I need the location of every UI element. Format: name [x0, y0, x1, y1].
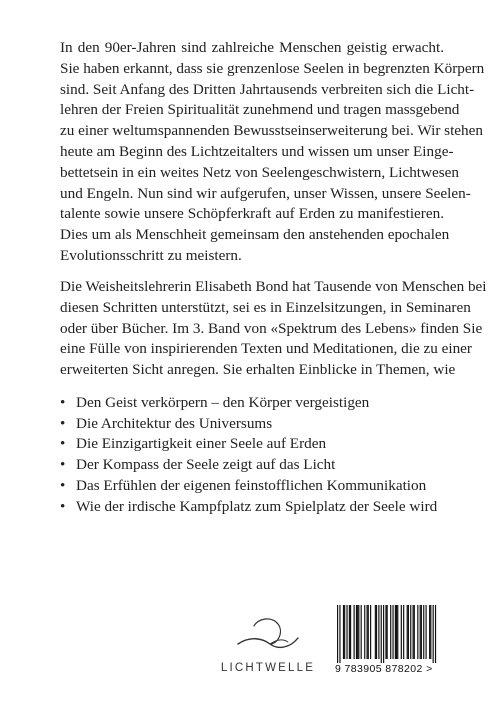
intro-line: talente sowie unsere Schöpferkraft auf Erden zu manifestieren. [60, 205, 444, 223]
barcode-bar [429, 605, 430, 659]
intro-line: heute am Beginn des Lichtzeitalters und wissen um unser Einge- [60, 142, 454, 160]
barcode-bar [349, 605, 350, 659]
barcode-bar [407, 605, 408, 659]
isbn-digits [335, 663, 445, 675]
barcode-bar [375, 605, 376, 659]
topic-text: Die Architektur des Universums [76, 414, 273, 432]
barcode-bar [414, 605, 415, 659]
barcode-bar [339, 605, 340, 663]
intro-line: Evolutionsschritt zu meistern. [60, 246, 242, 264]
barcode-bar [408, 605, 409, 659]
author-line: eine Fülle von inspirierenden Texten und Meditationen, die zu einer [60, 340, 472, 358]
intro-line: lehren der Freien Spiritualität zunehmend und tragen massgebend [60, 101, 460, 119]
barcode-bar [370, 605, 371, 659]
topic-text: Das Erfühlen der eigenen feinstofflichen Kommunikation [76, 476, 427, 494]
isbn-barcode [335, 603, 445, 677]
barcode-bar [401, 605, 402, 659]
list-item [60, 414, 450, 435]
intro-line: zu einer weltumspannenden Bewusstseinserweiterung bei. Wir stehen [60, 122, 483, 140]
topic-text: Die Einzigartigkeit einer Seele auf Erden [76, 435, 327, 453]
barcode-bar [392, 605, 393, 659]
author-line: oder über Bücher. Im 3. Band von «Spektrum des Lebens» finden Sie [60, 319, 483, 337]
barcode-bar [337, 605, 338, 663]
barcode-marker: > [426, 663, 433, 675]
bullet-icon: • [60, 414, 66, 432]
intro-line: sind. Seit Anfang des Dritten Jahrtausends verbreiten sich die Licht- [60, 80, 475, 98]
barcode-bar [367, 605, 368, 659]
barcode-bar [344, 605, 345, 659]
topic-text: Wie der irdische Kampfplatz zum Spielplatz der Seele wird [76, 497, 438, 515]
intro-line: bettetsein in ein weites Netz von Seelengeschwistern, Lichtwesen [60, 163, 459, 181]
barcode-bar [421, 605, 422, 659]
barcode-bar [390, 605, 391, 659]
author-line: erweiterten Sicht anregen. Sie erhalten Einblicke in Themen, wie [60, 361, 456, 379]
barcode-bar [368, 605, 369, 659]
barcode-bar [376, 605, 377, 659]
barcode-bars [335, 603, 445, 663]
list-item [60, 393, 450, 414]
barcode-bar [426, 605, 427, 659]
bullet-icon: • [60, 435, 66, 453]
author-paragraph [60, 277, 487, 381]
topic-text: Den Geist verkörpern – den Körper vergeistigen [76, 394, 370, 411]
intro-line: Sie haben erkannt, dass sie grenzenlose Seelen in begrenzten Körpern [60, 59, 485, 77]
barcode-bar [417, 605, 418, 659]
barcode-bar [378, 605, 379, 659]
publisher-name: LICHTWELLE [220, 662, 316, 674]
list-item [60, 434, 450, 455]
barcode-bar [433, 605, 434, 663]
bullet-icon: • [60, 476, 66, 494]
barcode-bar [356, 605, 357, 659]
topic-text: Der Kompass der Seele zeigt auf das Licht [76, 456, 336, 474]
barcode-bar [358, 605, 359, 659]
wave-logo-icon [232, 614, 304, 660]
list-item [60, 455, 450, 476]
intro-line: In den 90er-Jahren sind zahlreiche Menschen geistig erwacht. [60, 39, 444, 56]
barcode-bar [435, 605, 436, 663]
isbn-number: 9 783905 878202 [335, 663, 423, 675]
barcode-bar [397, 605, 398, 659]
intro-line: und Engeln. Nun sind wir aufgerufen, unser Wissen, unsere Seelen- [60, 184, 471, 202]
topic-list [60, 393, 450, 517]
author-line: diesen Schritten unterstützt, sei es in Einzelsitzungen, in Seminaren [60, 298, 471, 316]
barcode-bar [395, 605, 396, 659]
barcode-bar [350, 605, 351, 659]
bullet-icon: • [60, 394, 66, 411]
barcode-bar [423, 605, 424, 659]
publisher-logo [218, 614, 318, 684]
barcode-bar [430, 605, 431, 659]
barcode-bar [387, 605, 388, 659]
author-line: Die Weisheitslehrerin Elisabeth Bond hat Tausende von Menschen bei [60, 278, 487, 295]
bullet-icon: • [60, 497, 66, 515]
barcode-bar [410, 605, 411, 659]
barcode-bar [420, 605, 421, 659]
list-item [60, 497, 450, 518]
barcode-bar [396, 605, 397, 659]
barcode-bar [361, 605, 362, 659]
barcode-bar [354, 605, 355, 659]
intro-line: Dies um als Menschheit gemeinsam den anstehenden epochalen [60, 226, 450, 244]
barcode-bar [385, 605, 386, 659]
intro-paragraph [60, 38, 485, 267]
barcode-bar [383, 605, 384, 663]
barcode-bar [357, 605, 358, 659]
barcode-bar [364, 605, 365, 659]
barcode-bar [381, 605, 382, 663]
barcode-bar [343, 605, 344, 659]
bullet-icon: • [60, 456, 66, 474]
barcode-bar [403, 605, 404, 659]
list-item [60, 476, 450, 497]
barcode-bar [413, 605, 414, 659]
barcode-bar [346, 605, 347, 659]
